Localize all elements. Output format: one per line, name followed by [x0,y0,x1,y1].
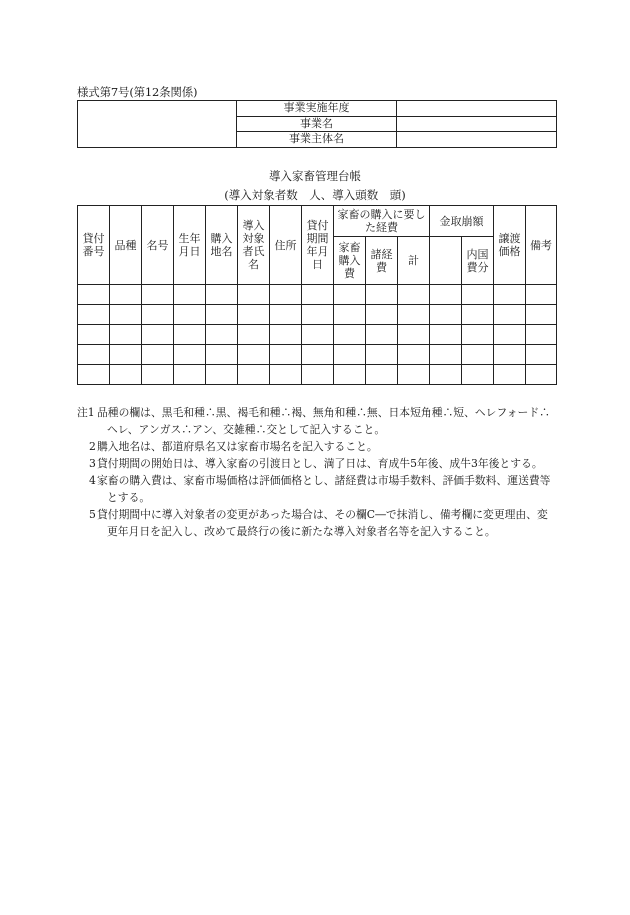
ledger-cell[interactable] [366,305,398,325]
header-value-project-body[interactable] [397,132,557,148]
ledger-cell[interactable] [302,305,334,325]
ledger-cell[interactable] [78,345,110,365]
col-header-national-share: 内国費分 [462,237,494,285]
ledger-cell[interactable] [270,285,302,305]
ledger-cell[interactable] [206,285,238,305]
ledger-cell[interactable] [494,285,526,305]
ledger-cell[interactable] [78,285,110,305]
ledger-cell[interactable] [238,345,270,365]
ledger-cell[interactable] [494,345,526,365]
col-header-purchase-place: 購入地名 [206,206,238,285]
col-header-name: 名号 [142,206,174,285]
ledger-cell[interactable] [142,305,174,325]
col-header-purchase-cost: 家畜の購入に要した経費 [334,206,430,237]
note-item [77,506,557,540]
ledger-cell[interactable] [302,365,334,385]
ledger-cell[interactable] [174,285,206,305]
col-header-birth-date: 生年月日 [174,206,206,285]
ledger-cell[interactable] [526,285,557,305]
ledger-cell[interactable] [238,365,270,385]
header-label-fiscal-year: 事業実施年度 [237,101,397,117]
ledger-cell[interactable] [526,345,557,365]
note-text: 貸付期間中に導入対象者の変更があった場合は、その欄C―で抹消し、備考欄に変更理由、変更年月日を記入し、改めて最終行の後に新たな導入対象者名等を記入すること。 [97,508,548,538]
project-header-table [77,100,557,148]
note-number: 5 [89,508,96,521]
col-header-misc-expenses: 諸経費 [366,237,398,285]
col-header-total: 計 [398,237,430,285]
ledger-cell[interactable] [494,325,526,345]
ledger-cell[interactable] [206,345,238,365]
ledger-cell[interactable] [462,365,494,385]
ledger-cell[interactable] [398,345,430,365]
ledger-cell[interactable] [142,285,174,305]
header-blank-cell [78,101,237,148]
ledger-cell[interactable] [238,285,270,305]
ledger-cell[interactable] [206,325,238,345]
note-item [77,438,557,455]
ledger-cell[interactable] [430,345,462,365]
note-item [77,404,557,438]
col-header-loan-period: 貸付期間年月日 [302,206,334,285]
note-item [77,455,557,472]
ledger-cell[interactable] [334,285,366,305]
ledger-cell[interactable] [78,325,110,345]
ledger-cell[interactable] [462,285,494,305]
col-header-withdrawal-blank [430,237,462,285]
col-header-livestock-purchase: 家畜購入費 [334,237,366,285]
ledger-cell[interactable] [430,285,462,305]
note-text: 貸付期間の開始日は、導入家畜の引渡日とし、満了日は、育成牛5年後、成牛3年後とする。 [97,457,543,470]
ledger-cell[interactable] [110,305,142,325]
ledger-cell[interactable] [270,325,302,345]
col-header-address: 住所 [270,206,302,285]
ledger-cell[interactable] [526,325,557,345]
col-header-remarks: 備考 [526,206,557,285]
livestock-ledger-table [77,205,557,385]
ledger-cell[interactable] [238,305,270,325]
header-label-project-name: 事業名 [237,116,397,132]
note-number: 2 [89,440,96,453]
col-header-withdrawal: 金取崩額 [430,206,494,237]
ledger-row [78,365,557,385]
ledger-cell[interactable] [302,345,334,365]
ledger-title: 導入家畜管理台帳 [269,169,361,183]
ledger-row [78,345,557,365]
ledger-cell[interactable] [78,365,110,385]
ledger-cell[interactable] [110,285,142,305]
ledger-subtitle: (導入対象者数 人、導入頭数 頭) [224,188,406,202]
ledger-cell[interactable] [398,285,430,305]
ledger-cell[interactable] [494,365,526,385]
ledger-cell[interactable] [110,345,142,365]
ledger-cell[interactable] [462,345,494,365]
col-header-recipient-name: 導入対象者氏名 [238,206,270,285]
ledger-cell[interactable] [526,365,557,385]
ledger-cell[interactable] [334,305,366,325]
ledger-cell[interactable] [462,325,494,345]
ledger-cell[interactable] [526,305,557,325]
note-item [77,472,557,506]
ledger-cell[interactable] [206,305,238,325]
notes-section [77,404,557,540]
ledger-cell[interactable] [142,345,174,365]
ledger-cell[interactable] [430,325,462,345]
ledger-cell[interactable] [494,305,526,325]
ledger-cell[interactable] [462,305,494,325]
ledger-cell[interactable] [174,365,206,385]
ledger-cell[interactable] [206,365,238,385]
header-value-project-name[interactable] [397,116,557,132]
ledger-cell[interactable] [366,365,398,385]
ledger-cell[interactable] [142,325,174,345]
ledger-cell[interactable] [398,305,430,325]
col-header-loan-number: 貸付番号 [78,206,110,285]
ledger-cell[interactable] [142,365,174,385]
ledger-cell[interactable] [238,325,270,345]
ledger-cell[interactable] [174,325,206,345]
ledger-cell[interactable] [366,285,398,305]
ledger-cell[interactable] [270,305,302,325]
ledger-cell[interactable] [174,305,206,325]
ledger-cell[interactable] [366,325,398,345]
ledger-cell[interactable] [302,325,334,345]
ledger-cell[interactable] [334,365,366,385]
note-text: 購入地名は、都道府県名又は家畜市場名を記入すること。 [97,440,378,453]
ledger-cell[interactable] [366,345,398,365]
col-header-transfer-price: 譲渡価格 [494,206,526,285]
ledger-cell[interactable] [398,325,430,345]
note-text: 家畜の購入費は、家畜市場価格は評価価格とし、諸経費は市場手数料、評価手数料、運送費等とする。 [97,474,551,504]
note-number: 注1 [77,406,95,419]
ledger-row [78,285,557,305]
ledger-cell[interactable] [110,365,142,385]
ledger-cell[interactable] [78,305,110,325]
ledger-cell[interactable] [334,345,366,365]
col-header-breed: 品種 [110,206,142,285]
ledger-cell[interactable] [398,365,430,385]
note-number: 4 [89,474,96,487]
form-number: 様式第7号(第12条関係) [77,85,198,99]
ledger-cell[interactable] [110,325,142,345]
ledger-row [78,325,557,345]
ledger-cell[interactable] [430,365,462,385]
ledger-cell[interactable] [270,365,302,385]
ledger-cell[interactable] [174,345,206,365]
ledger-cell[interactable] [270,345,302,365]
note-text: 品種の欄は、黒毛和種∴黒、褐毛和種∴褐、無角和種∴無、日本短角種∴短、ヘレフォード∴ヘレ、アンガス∴アン、交雑種∴交として記入すること。 [97,406,550,436]
ledger-cell[interactable] [334,325,366,345]
ledger-row [78,305,557,325]
ledger-cell[interactable] [430,305,462,325]
note-number: 3 [89,457,96,470]
header-value-fiscal-year[interactable] [397,101,557,117]
header-label-project-body: 事業主体名 [237,132,397,148]
ledger-cell[interactable] [302,285,334,305]
